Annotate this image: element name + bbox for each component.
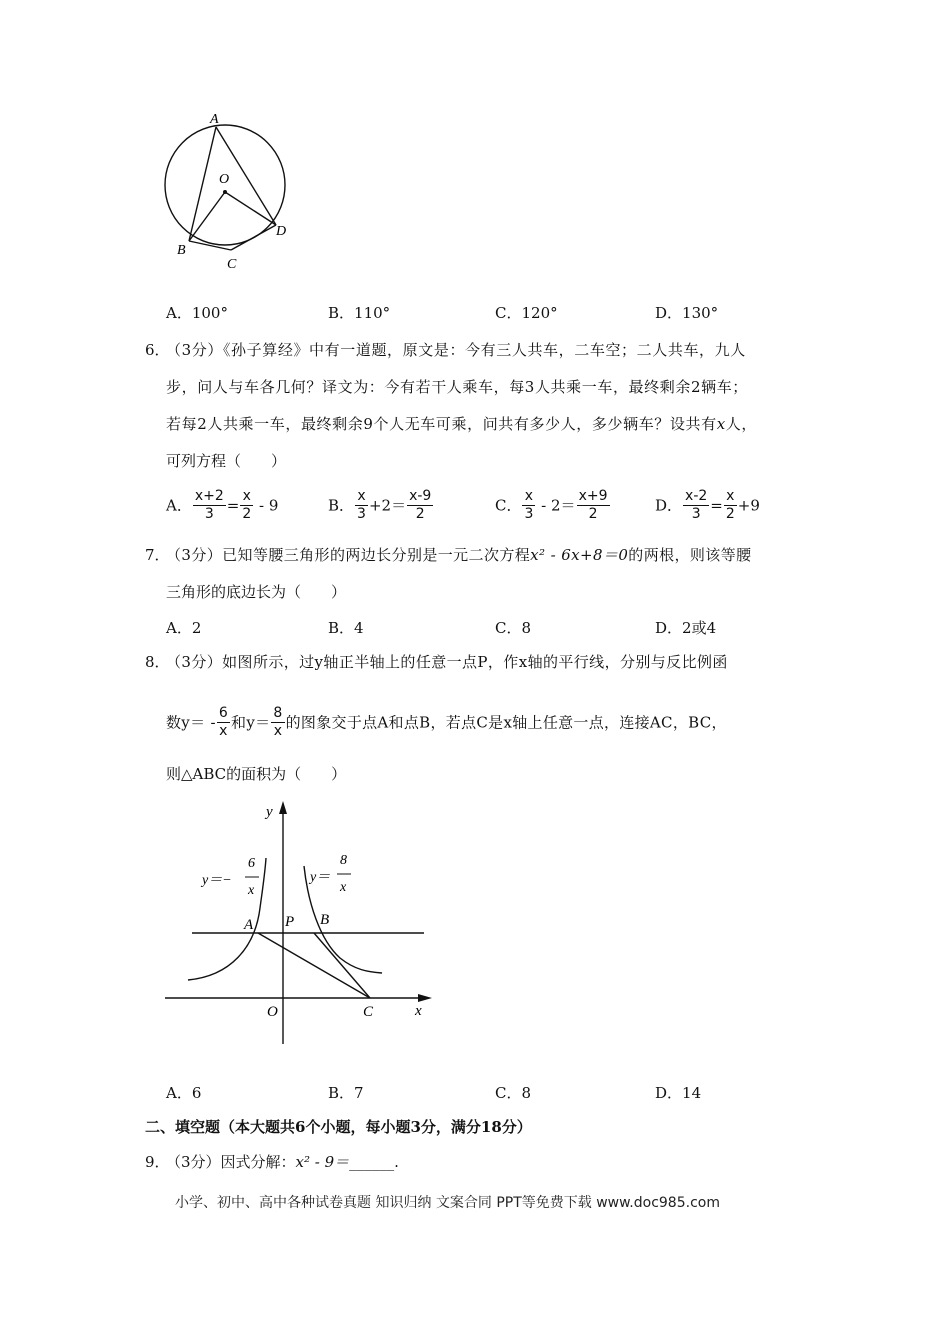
fraction: $\frac{x}{3}$ [357, 488, 366, 522]
q9-text: （3分）因式分解：x² - 9＝______. [166, 1153, 399, 1171]
fraction: $\frac{x}{3}$ [524, 488, 534, 522]
q6-text-line1: （3分）《孙子算经》中有一道题，原文是：今有三人共车，二车空；二人共车，九人 [166, 341, 746, 359]
q6-text-line2: 步，问人与车各几何？译文为：今有若干人乘车，每3人共乘一车，最终剩余2辆车； [166, 378, 748, 396]
q6-option-c: C． $\frac{x}{3}$ - 2＝ $\frac{x+9}{2}$ [495, 488, 608, 522]
q8-text-line1: （3分）如图所示，过y轴正半轴上的任意一点P，作x轴的平行线，分别与反比例函 [166, 653, 728, 671]
q6-text3-end: 人， [725, 415, 757, 433]
q7-text-line2: 三角形的底边长为（ ） [166, 583, 347, 601]
q7-text-line1: （3分）已知等腰三角形的两边长分别是一元二次方程x² - 6x+8＝0的两根，则该等腰 [166, 546, 752, 564]
fraction: $\frac{8}{x}$ [273, 705, 283, 739]
fraction: $\frac{x-9}{2}$ [409, 488, 432, 522]
label-c: C [363, 1004, 374, 1020]
q7-option-b: B．4 [328, 619, 364, 637]
q6-var-x: x [716, 415, 726, 433]
label-a: A [210, 112, 219, 127]
q6-text-line3 [166, 414, 757, 434]
axis-x-label: x [415, 1003, 422, 1019]
q8-option-b: B．7 [328, 1084, 364, 1102]
eq2-denominator: x [340, 880, 347, 895]
eq1-numerator: 6 [248, 856, 255, 871]
q6-option-b: B． $\frac{x}{3}$ +2＝ $\frac{x-9}{2}$ [328, 488, 432, 522]
fraction: $\frac{6}{x}$ [218, 705, 229, 739]
q9-number: 9． [145, 1153, 170, 1171]
q7-equation: x² - 6x+8＝0 [530, 546, 629, 564]
q6-option-d: D． $\frac{x-2}{3}$ = $\frac{x}{2}$ +9 [655, 488, 760, 522]
q6-number: 6． [145, 341, 170, 359]
q8-text-line2: 数y＝ - $\frac{6}{x}$ 和y＝ $\frac{8}{x}$ 的图象交于点A和点B，若点C是x轴上任意一点，连接AC，BC， [166, 705, 727, 739]
q8-option-c: C．8 [495, 1084, 532, 1102]
fraction: $\frac{x+2}{3}$ [194, 488, 224, 522]
axis-y-label: y [266, 804, 273, 820]
q7-option-a: A．2 [166, 619, 202, 637]
label-o: O [267, 1004, 278, 1020]
q7-option-c: C．8 [495, 619, 532, 637]
label-d: D [276, 224, 287, 239]
label-c: C [227, 257, 237, 272]
q9-blank: ______ [349, 1153, 395, 1171]
fraction: $\frac{x-2}{3}$ [685, 488, 708, 522]
q8-option-a: A．6 [166, 1084, 202, 1102]
fraction: $\frac{x}{2}$ [725, 488, 735, 522]
q5-option-c: C．120° [495, 304, 558, 322]
q5-option-d: D．130° [655, 304, 719, 322]
eq2-numerator: 8 [340, 853, 347, 868]
label-b: B [320, 912, 330, 928]
q6-option-a: A． $\frac{x+2}{3}$ = $\frac{x}{2}$ - 9 [166, 488, 279, 522]
eq2-lhs: y＝ [310, 870, 331, 885]
q6-text3: 若每2人共乘一车，最终剩余9个人无车可乘，问共有多少人，多少辆车？设共有 [166, 415, 717, 433]
q9-expression: x² - 9＝ [295, 1153, 350, 1171]
circle-figure [155, 105, 305, 275]
label-o: O [219, 172, 230, 187]
label-a: A [244, 917, 254, 933]
q5-option-a: A．100° [166, 304, 228, 322]
q6-text-line4: 可列方程（ ） [166, 452, 287, 470]
label-p: P [285, 914, 295, 930]
section-heading: 二、填空题（本大题共6个小题，每小题3分，满分18分） [145, 1118, 532, 1136]
eq1-denominator: x [248, 883, 255, 898]
q7-number: 7． [145, 546, 170, 564]
q5-option-b: B．110° [328, 304, 391, 322]
q7-option-d: D．2或4 [655, 619, 717, 637]
q8-number: 8． [145, 653, 170, 671]
q8-option-d: D．14 [655, 1084, 702, 1102]
hyperbola-figure [160, 798, 440, 1048]
page-footer: 小学、初中、高中各种试卷真题 知识归纳 文案合同 PPT等免费下载 www.doc985.com [175, 1195, 720, 1211]
eq1-lhs: y＝− [202, 873, 232, 888]
fraction: $\frac{x+9}{2}$ [578, 488, 608, 522]
q8-text-line3: 则△ABC的面积为（ ） [166, 765, 347, 783]
label-b: B [177, 243, 186, 258]
fraction: $\frac{x}{2}$ [242, 488, 252, 522]
